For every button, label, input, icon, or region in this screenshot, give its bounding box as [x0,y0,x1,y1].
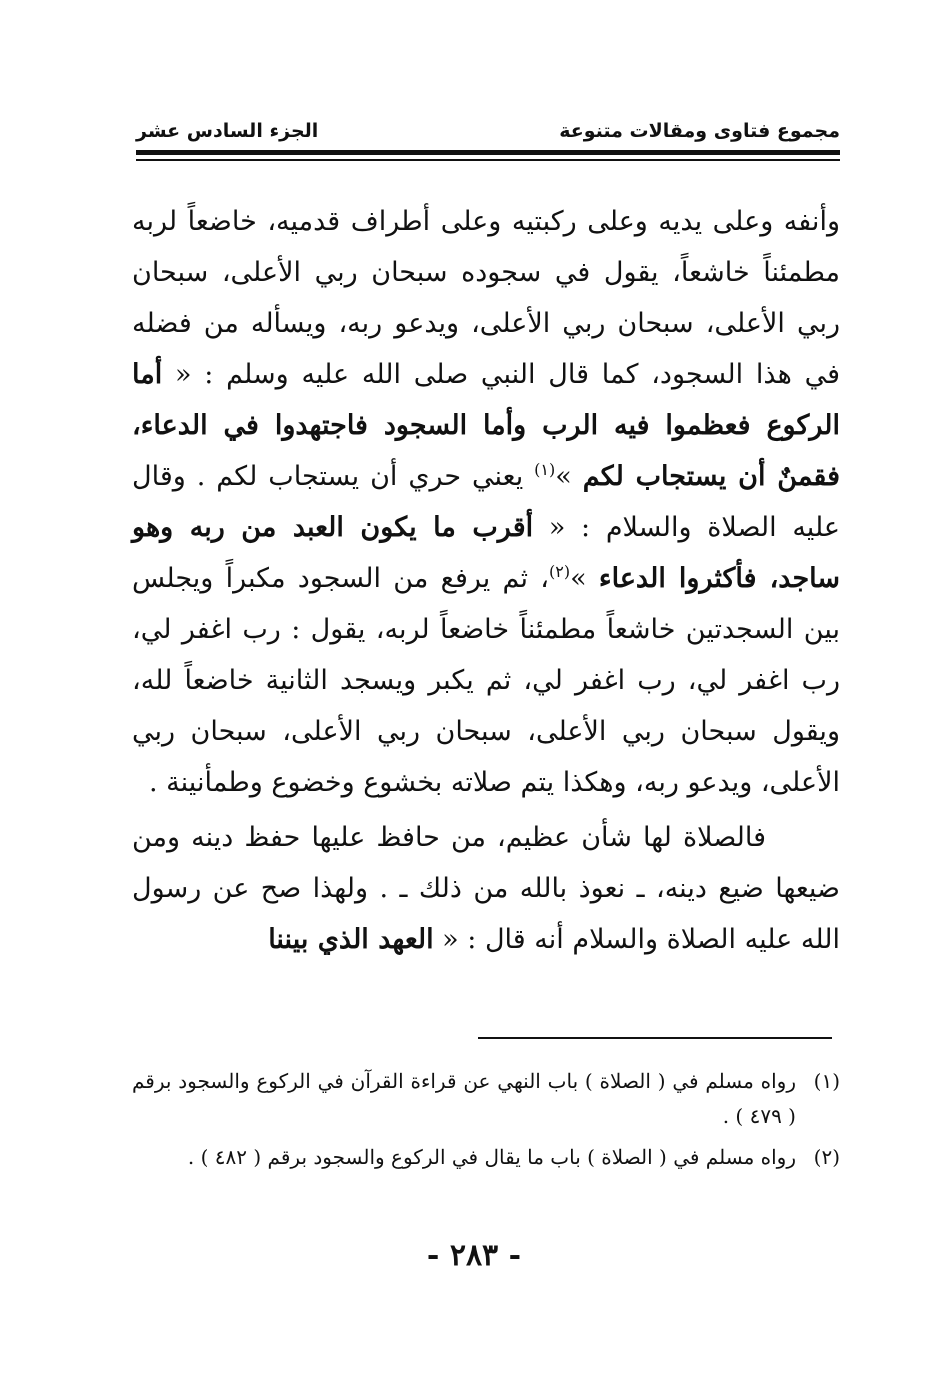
page-number: - ٢٨٣ - [426,1238,522,1273]
volume-label: الجزء السادس عشر [136,120,319,142]
footnote-number: (١) [813,1069,840,1093]
footnote-text: رواه مسلم في ( الصلاة ) باب ما يقال في الركوع والسجود برقم ( ٤٨٢ ) . [187,1145,796,1169]
p2-text-1: فالصلاة لها شأن عظيم، من حافظ عليها حفظ دينه ومن ضيعها ضيع دينه، ـ نعوذ بالله من ذلك ـ . ولهذا صح عن رسول الله عليه الصلاة والسلام أنه قال : « [132,822,840,955]
header-rule-thin [136,159,840,161]
main-text [132,196,840,965]
hadith-quote-3: العهد الذي بيننا [268,924,434,955]
footnote-separator [478,1037,832,1039]
book-title: مجموع فتاوى ومقالات متنوعة [559,120,840,142]
footnote-ref-2: (٢) [549,562,571,581]
footnote-number: (٢) [813,1145,840,1169]
paragraph-2 [132,812,840,965]
p1-text-5: ، ثم يرفع من السجود مكبراً ويجلس بين السجدتين خاشعاً مطمئناً خاضعاً لربه، يقول : رب اغفر لي، رب اغفر لي، رب اغفر لي، ثم يكبر ويسجد الثانية خاضعاً لله، ويقول سبحان ربي الأعلى، سبحان ربي الأعلى، سبحان ربي الأعلى، ويدعو ربه، وهكذا يتم صلاته بخشوع وخضوع وطمأنينة . [132,563,840,798]
header-rule-thick [136,150,840,155]
running-header [136,112,840,142]
p1-text-1: وأنفه وعلى يديه وعلى ركبتيه وعلى أطراف قدميه، خاضعاً لربه مطمئناً خاشعاً، يقول في سجوده سبحان ربي الأعلى، سبحان ربي الأعلى، سبحان ربي الأعلى، ويدعو ربه، ويسأله من فضله في هذا السجود، كما قال النبي صلى الله عليه وسلم : « [132,206,840,390]
hadith-quote-2: أقرب ما يكون العبد من ربه وهو ساجد، فأكثروا الدعاء [132,512,840,594]
footnote-2 [132,1140,840,1175]
hadith-quote-1: أما الركوع فعظموا فيه الرب وأما السجود فاجتهدوا في الدعاء، فقمنٌ أن يستجاب لكم [132,359,840,492]
footnotes [132,1064,840,1181]
p1-text-4: » [570,563,599,594]
paragraph-1 [132,196,840,808]
p1-text-2: » [555,461,583,492]
p1-text-3: يعني حري أن يستجاب لكم . وقال عليه الصلاة والسلام : « [132,461,841,543]
footnote-ref-1: (١) [534,460,556,479]
footnote-text: رواه مسلم في ( الصلاة ) باب النهي عن قراءة القرآن في الركوع والسجود برقم ( ٤٧٩ ) . [132,1069,796,1128]
footnote-1 [132,1064,840,1134]
